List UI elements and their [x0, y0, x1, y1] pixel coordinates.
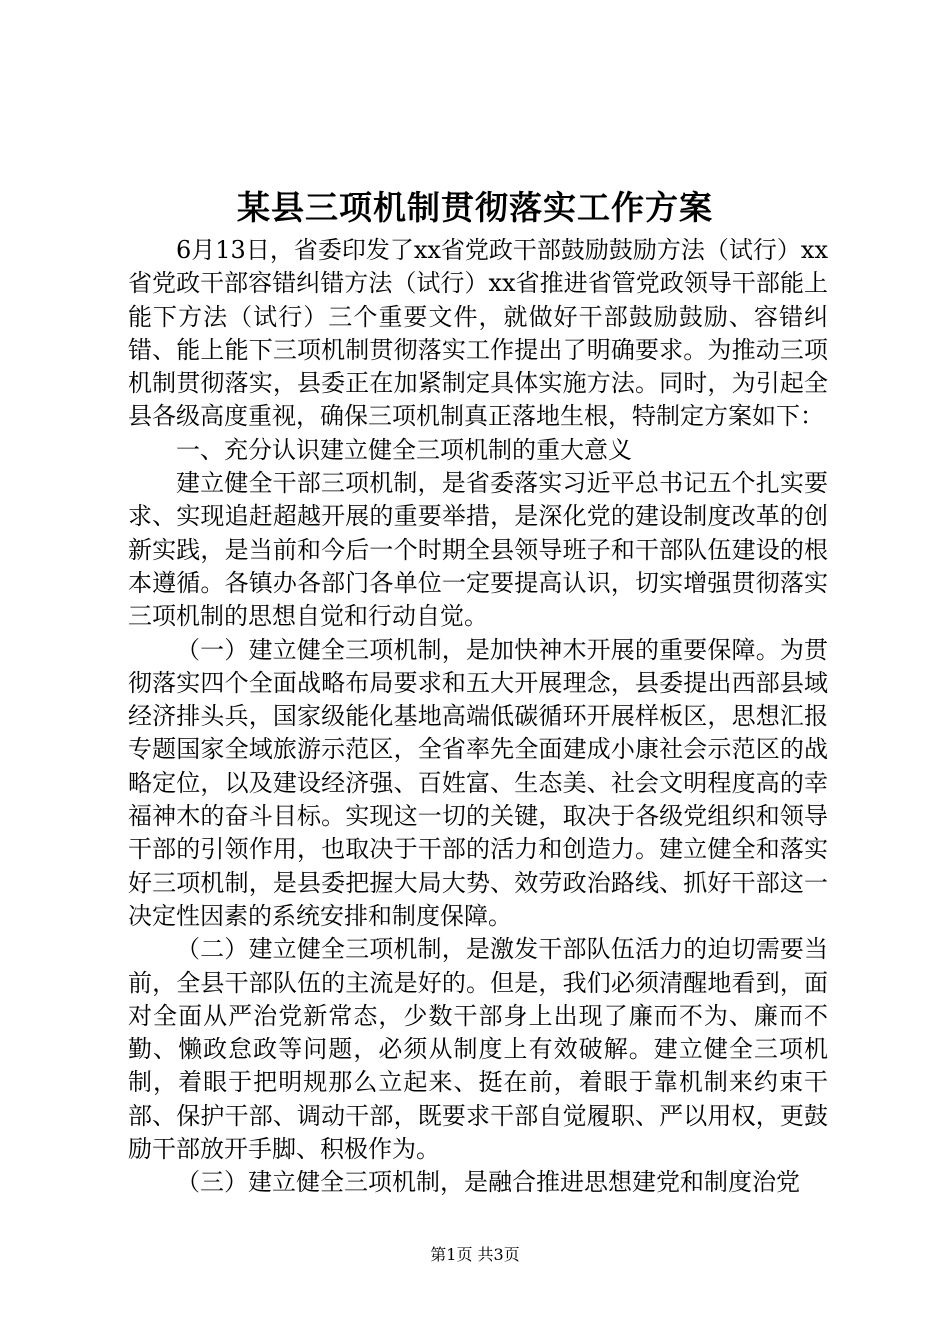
paragraph-point-1: （一）建立健全三项机制，是加快神木开展的重要保障。为贯彻落实四个全面战略布局要求和五大开展理念，县委提出西部县域经济排头兵，国家级能化基地高端低碳循环开展样板区，思想汇报专题国家全域旅游示范区，全省率先全面建成小康社会示范区的战略定位，以及建设经济强、百姓富、生态美、社会文明程度高的幸福神木的奋斗目标。实现这一切的关键，取决于各级党组织和领导干部的引领作用，也取决于干部的活力和创造力。建立健全和落实好三项机制，是县委把握大局大势、效劳政治路线、抓好干部这一决定性因素的系统安排和制度保障。	[128, 635, 828, 930]
paragraph-significance: 建立健全干部三项机制，是省委落实习近平总书记五个扎实要求、实现追赶超越开展的重要举措，是深化党的建设制度改革的创新实践，是当前和今后一个时期全县领导班子和干部队伍建设的根本遵循。各镇办各部门各单位一定要提高认识，切实增强贯彻落实三项机制的思想自觉和行动自觉。	[128, 469, 828, 631]
paragraph-intro: 6月13日，省委印发了xx省党政干部鼓励鼓励方法（试行）xx省党政干部容错纠错方法（试行）xx省推进省管党政领导干部能上能下方法（试行）三个重要文件，就做好干部鼓励鼓励、容错纠错、能上能下三项机制贯彻落实工作提出了明确要求。为推动三项机制贯彻落实，县委正在加紧制定具体实施方法。同时，为引起全县各级高度重视，确保三项机制真正落地生根，特制定方案如下：	[128, 236, 828, 431]
document-body	[128, 234, 828, 1200]
page-number-footer: 第1页 共3页	[430, 1245, 520, 1264]
paragraph-point-2: （二）建立健全三项机制，是激发干部队伍活力的迫切需要当前，全县干部队伍的主流是好的。但是，我们必须清醒地看到，面对全面从严治党新常态，少数干部身上出现了廉而不为、廉而不勤、懒政怠政等问题，必须从制度上有效破解。建立健全三项机制，着眼于把明规那么立起来、挺在前，着眼于靠机制来约束干部、保护干部、调动干部，既要求干部自觉履职、严以用权，更鼓励干部放开手脚、积极作为。	[128, 935, 828, 1164]
paragraph-point-3: （三）建立健全三项机制，是融合推进思想建党和制度治党	[176, 1168, 800, 1197]
document-title: 某县三项机制贯彻落实工作方案	[237, 188, 713, 227]
section-heading-1: 一、充分认识建立健全三项机制的重大意义	[176, 435, 632, 464]
